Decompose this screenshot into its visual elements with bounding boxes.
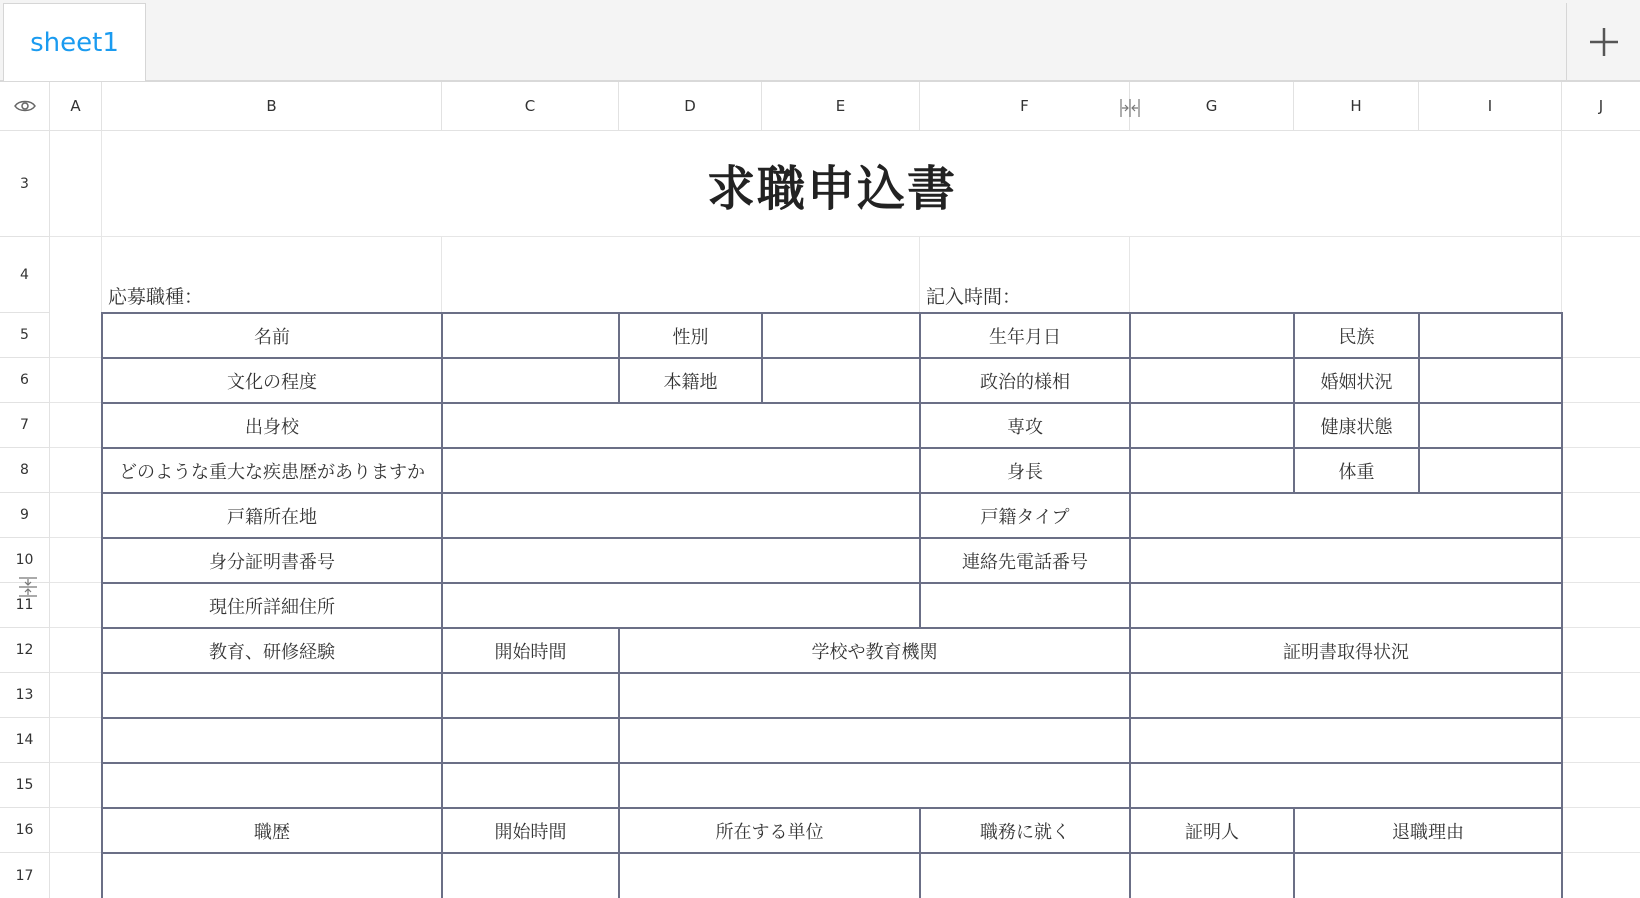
row-header-13[interactable]: 13 (0, 673, 50, 718)
table-border (101, 717, 1563, 719)
cell-ethnicity-label[interactable]: 民族 (1338, 326, 1375, 348)
gridline (1562, 852, 1640, 853)
gridline (1562, 627, 1640, 628)
column-resize-handle[interactable] (1119, 98, 1141, 118)
add-sheet-button[interactable] (1567, 3, 1640, 80)
column-header-b[interactable]: B (102, 82, 442, 131)
cell-leave-reason-label[interactable]: 退職理由 (1392, 821, 1464, 843)
gridline (50, 537, 102, 538)
column-header-a[interactable]: A (50, 82, 102, 131)
row-header-8[interactable]: 8 (0, 448, 50, 493)
cell-alma-mater-label[interactable]: 出身校 (245, 416, 299, 438)
cell-birthdate-label[interactable]: 生年月日 (989, 326, 1061, 348)
gridline (50, 672, 102, 673)
visibility-toggle-button[interactable] (0, 82, 50, 131)
row-header-11[interactable]: 11 (0, 583, 50, 628)
row-header-6[interactable]: 6 (0, 358, 50, 403)
row-header-12[interactable]: 12 (0, 628, 50, 673)
gridline (50, 402, 102, 403)
gridline (1562, 402, 1640, 403)
cell-health-label[interactable]: 健康状態 (1320, 416, 1393, 438)
row-header-14[interactable]: 14 (0, 718, 50, 763)
row-header-5[interactable]: 5 (0, 313, 50, 358)
gridline (1562, 357, 1640, 358)
row-header-16[interactable]: 16 (0, 808, 50, 853)
cell-work-history-label[interactable]: 職歴 (254, 821, 290, 843)
gridline (1562, 672, 1640, 673)
cell-marital-status-label[interactable]: 婚姻状況 (1320, 371, 1393, 393)
cell-political-status-label[interactable]: 政治的様相 (980, 371, 1070, 393)
cell-contact-phone-label[interactable]: 連絡先電話番号 (962, 551, 1088, 573)
gridline (1562, 447, 1640, 448)
gridline (1562, 492, 1640, 493)
gridline (1562, 762, 1640, 763)
column-header-e[interactable]: E (762, 82, 920, 131)
cell-domicile-label[interactable]: 本籍地 (663, 371, 718, 393)
plus-icon (1587, 25, 1621, 59)
gridline (50, 447, 102, 448)
column-header-d[interactable]: D (619, 82, 762, 131)
table-border (101, 762, 1563, 764)
cell-school-label[interactable]: 学校や教育機関 (811, 641, 938, 663)
cell-id-number-label[interactable]: 身分証明書番号 (209, 551, 335, 573)
form-title[interactable]: 求職申込書 (706, 160, 957, 217)
gridline (1562, 717, 1640, 718)
row-header-3[interactable]: 3 (0, 131, 50, 237)
column-resize-icon (1119, 98, 1141, 118)
cell-gender-label[interactable]: 性別 (672, 326, 709, 348)
column-header-g[interactable]: G (1130, 82, 1294, 131)
gridline (50, 852, 102, 853)
cell-education-history-label[interactable]: 教育、研修経験 (209, 641, 335, 663)
gridline (50, 492, 102, 493)
cell-illness-question-label[interactable]: どのような重大な疾患歴がありますか (119, 461, 425, 483)
column-header-c[interactable]: C (442, 82, 619, 131)
column-header-h[interactable]: H (1294, 82, 1419, 131)
cell-certificate-status-label[interactable]: 証明書取得状況 (1283, 641, 1409, 663)
row-header-10[interactable]: 10 (0, 538, 50, 583)
cell-current-address-label[interactable]: 現住所詳細住所 (209, 596, 335, 618)
gridline (50, 357, 102, 358)
row-header-7[interactable]: 7 (0, 403, 50, 448)
row-header-17[interactable]: 17 (0, 853, 50, 898)
applied-position-label[interactable]: 応募職種： (108, 286, 204, 308)
column-header-f[interactable]: F (920, 82, 1130, 131)
row-resize-handle[interactable] (18, 576, 38, 598)
cell-major-label[interactable]: 専攻 (1007, 416, 1043, 438)
cell-name-label[interactable]: 名前 (254, 326, 290, 348)
cell-duty-label[interactable]: 職務に就く (980, 821, 1070, 843)
cell-work-start-time-label[interactable]: 開始時間 (494, 821, 567, 843)
spreadsheet-grid (0, 82, 1640, 898)
gridline (50, 807, 102, 808)
gridline (1562, 537, 1640, 538)
eye-icon (14, 99, 36, 113)
cell-registry-type-label[interactable]: 戸籍タイプ (980, 506, 1070, 528)
row-header-4[interactable]: 4 (0, 237, 50, 313)
row-header-9[interactable]: 9 (0, 493, 50, 538)
gridline (1562, 807, 1640, 808)
sheet-tab-sheet1[interactable]: sheet1 (3, 3, 146, 81)
gridline (50, 762, 102, 763)
gridline (50, 717, 102, 718)
row-header-15[interactable]: 15 (0, 763, 50, 808)
cell-reference-label[interactable]: 証明人 (1185, 821, 1239, 843)
cell-edu-start-time-label[interactable]: 開始時間 (494, 641, 567, 663)
cell-registered-address-label[interactable]: 戸籍所在地 (227, 506, 317, 528)
cell-weight-label[interactable]: 体重 (1338, 461, 1375, 483)
fill-time-label[interactable]: 記入時間： (926, 286, 1022, 308)
cell-education-level-label[interactable]: 文化の程度 (227, 371, 317, 393)
gridline (1562, 582, 1640, 583)
gridline (50, 582, 102, 583)
cell-height-label[interactable]: 身長 (1007, 461, 1043, 483)
column-header-j[interactable]: J (1562, 82, 1640, 131)
gridline (50, 627, 102, 628)
row-resize-icon (18, 576, 38, 598)
sheet-tab-bar (0, 0, 1640, 82)
column-header-i[interactable]: I (1419, 82, 1562, 131)
cell-employer-label[interactable]: 所在する単位 (715, 821, 824, 843)
